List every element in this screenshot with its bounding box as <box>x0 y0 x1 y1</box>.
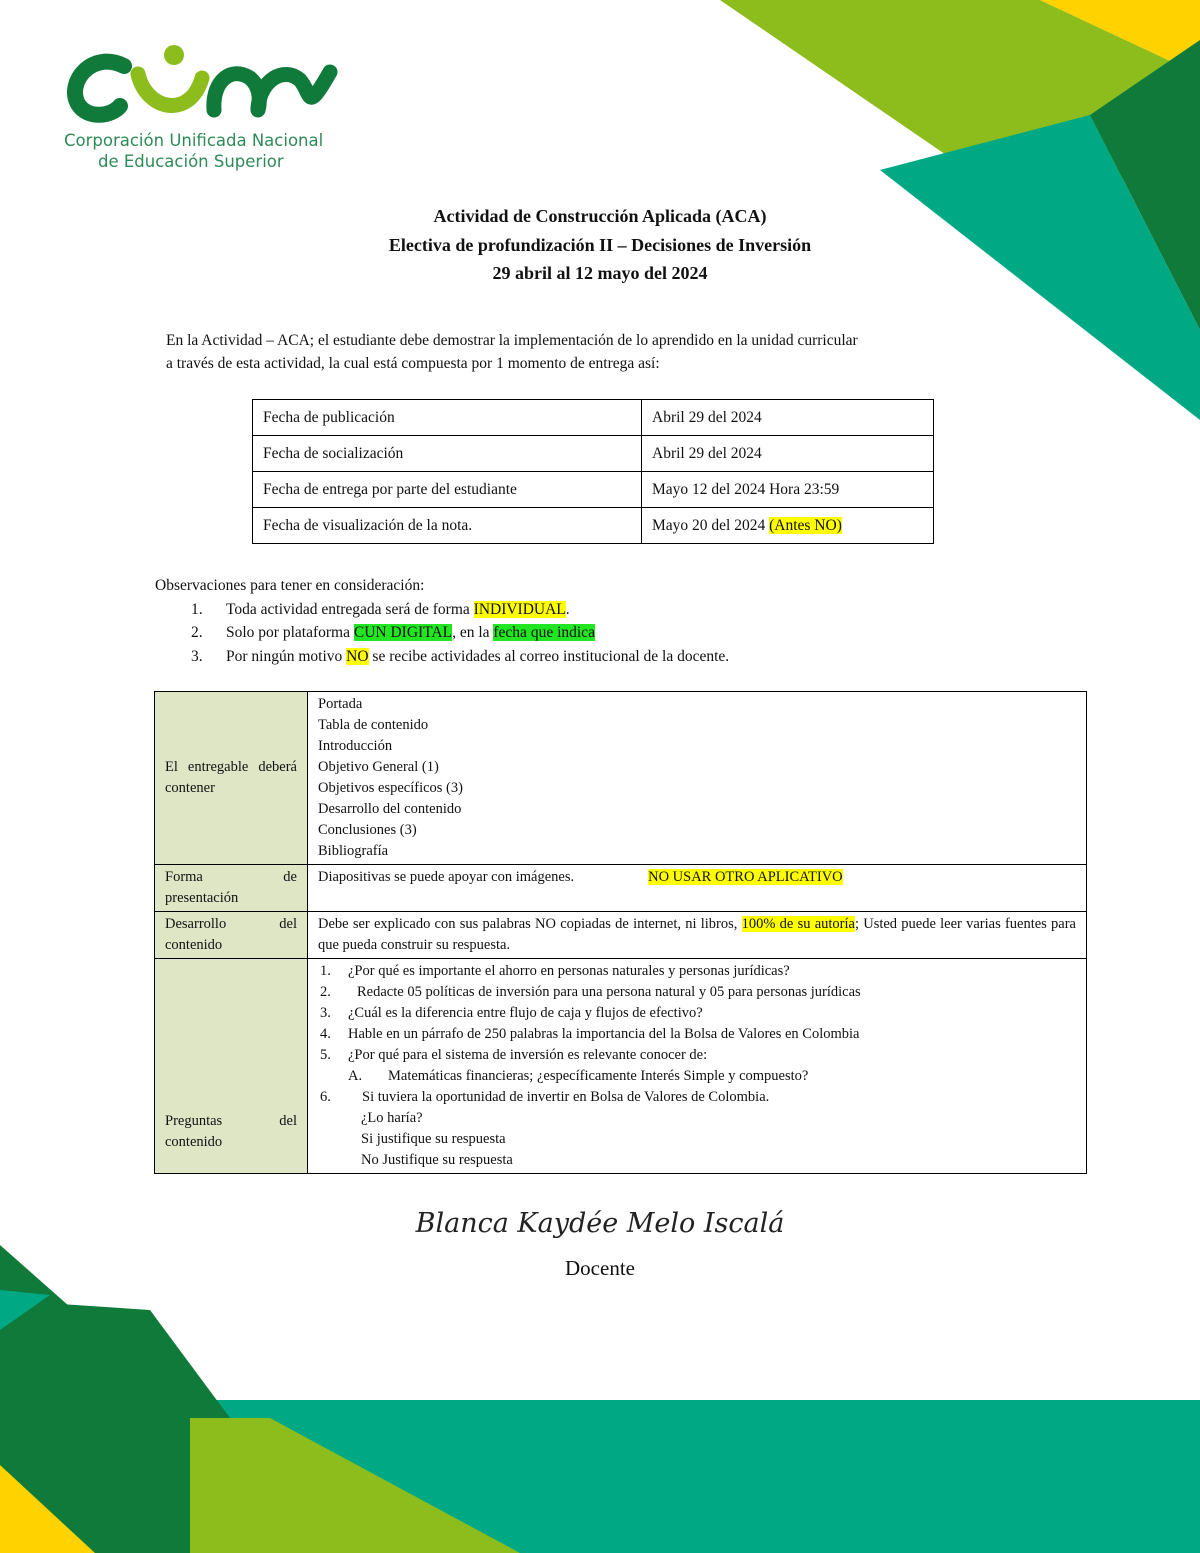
requirements-table <box>154 691 1087 1174</box>
row-label <box>155 912 308 959</box>
question-number: A. <box>348 1068 363 1084</box>
presentation-format <box>308 865 1087 912</box>
list-item: Introducción <box>318 738 393 754</box>
activity-dates: 29 abril al 12 mayo del 2024 <box>492 263 708 283</box>
date-label: Fecha de socialización <box>253 436 642 472</box>
observations <box>155 574 729 668</box>
obs-text: , en la <box>452 624 494 641</box>
page-subtitle: Electiva de profundización II – Decisiones de Inversión <box>388 234 812 255</box>
question-text: Si tuviera la oportunidad de invertir en Bolsa de Valores de Colombia. <box>362 1089 770 1105</box>
question-text: ¿Cuál es la diferencia entre flujo de caja y flujos de efectivo? <box>348 1005 703 1021</box>
intro-paragraph <box>166 329 1046 375</box>
list-item <box>155 598 729 622</box>
table-row <box>155 692 1087 865</box>
question-number: 4. <box>320 1026 331 1042</box>
row-label-text: Preguntas del contenido <box>165 1113 297 1150</box>
date-value <box>642 472 934 508</box>
signature-role: Docente <box>565 1256 635 1280</box>
date-value-text: Abril 29 del 2024 <box>652 408 762 426</box>
list-item <box>318 961 1076 982</box>
question-number: 1. <box>320 963 331 979</box>
date-note-highlight: (Antes NO) <box>769 516 842 534</box>
row-label <box>155 692 308 865</box>
intro-line2: a través de esta actividad, la cual está compuesta por 1 momento de entrega así: <box>166 355 660 372</box>
date-value-text: Mayo 20 del 2024 <box>652 516 770 534</box>
list-item <box>318 1087 1076 1108</box>
list-item: Desarrollo del contenido <box>318 801 462 817</box>
highlight-cun-digital: CUN DIGITAL <box>353 624 453 641</box>
row-label <box>155 865 308 912</box>
row-label-text: El entregable deberá contener <box>165 759 297 796</box>
highlight-individual: INDIVIDUAL <box>473 600 566 618</box>
page-title: Actividad de Construcción Aplicada (ACA) <box>433 206 767 226</box>
obs-text: Toda actividad entregada será de forma <box>226 600 474 618</box>
question-number: 5. <box>320 1047 331 1063</box>
date-value-text: Mayo 12 del 2024 Hora 23:59 <box>652 480 840 498</box>
date-label: Fecha de entrega por parte del estudiante <box>253 472 642 508</box>
content-questions <box>308 959 1087 1174</box>
question-number: 3. <box>320 1005 331 1021</box>
highlight-fecha: fecha que indica <box>493 624 595 641</box>
list-item <box>318 1024 1076 1045</box>
question-number: 6. <box>320 1089 331 1105</box>
list-item: Objetivo General (1) <box>318 759 439 775</box>
question-text: Hable en un párrafo de 250 palabras la importancia del la Bolsa de Valores en Colombia <box>348 1026 860 1042</box>
question-text: ¿Por qué para el sistema de inversión es relevante conocer de: <box>348 1047 708 1063</box>
table-row <box>155 959 1087 1174</box>
highlight-autoria: 100% de su autoría <box>741 916 855 932</box>
list-item: Tabla de contenido <box>318 717 429 733</box>
development-text: Debe ser explicado con sus palabras NO copiadas de internet, ni libros, <box>318 916 742 932</box>
dates-table <box>252 399 934 544</box>
content-development <box>308 912 1087 959</box>
logo-org-line1: Corporación Unificada Nacional <box>64 131 324 150</box>
development-text: ; Usted puede leer varias fuentes para que pueda construir su respuesta. <box>318 916 1076 953</box>
list-item: No Justifique su respuesta <box>361 1152 513 1168</box>
question-text: Matemáticas financieras; ¿específicamente Interés Simple y compuesto? <box>388 1068 809 1084</box>
list-item <box>318 1066 1076 1087</box>
intro-line1: En la Actividad – ACA; el estudiante debe demostrar la implementación de lo aprendido en la unidad curricular <box>166 332 858 349</box>
questions-list <box>318 961 1076 1171</box>
table-row <box>253 508 934 544</box>
table-row <box>253 472 934 508</box>
highlight-no-otro-aplicativo: NO USAR OTRO APLICATIVO <box>648 869 843 885</box>
date-value <box>642 400 934 436</box>
signature-name: Blanca Kaydée Melo Iscalá <box>415 1208 785 1239</box>
list-number: 3. <box>191 647 203 665</box>
list-item: Conclusiones (3) <box>318 822 417 838</box>
question-number: 2. <box>320 984 331 1000</box>
observations-heading: Observaciones para tener en consideración: <box>155 577 425 594</box>
list-item <box>318 982 1076 1003</box>
table-row <box>253 400 934 436</box>
question-text: Redacte 05 políticas de inversión para una persona natural y 05 para personas jurídicas <box>357 984 861 1000</box>
list-item: Bibliografía <box>318 843 389 859</box>
date-label: Fecha de visualización de la nota. <box>253 508 642 544</box>
list-item: Si justifique su respuesta <box>361 1131 506 1147</box>
observations-list <box>155 598 729 669</box>
document-heading <box>0 202 1200 288</box>
list-item <box>318 1003 1076 1024</box>
row-label <box>155 959 308 1174</box>
list-number: 2. <box>191 624 203 641</box>
table-row <box>155 912 1087 959</box>
date-value <box>642 508 934 544</box>
table-row <box>155 865 1087 912</box>
obs-text: . <box>565 600 570 618</box>
list-item: ¿Lo haría? <box>361 1110 423 1126</box>
list-item <box>155 621 729 645</box>
deliverable-contents <box>308 692 1087 865</box>
date-value-text: Abril 29 del 2024 <box>652 444 762 462</box>
highlight-no: NO <box>346 647 369 665</box>
date-label: Fecha de publicación <box>253 400 642 436</box>
list-item: Objetivos específicos (3) <box>318 780 463 796</box>
row-label-text: Desarrollo del contenido <box>165 916 297 953</box>
logo-org-line2: de Educación Superior <box>98 152 284 171</box>
list-item: Portada <box>318 696 363 712</box>
question-text: ¿Por qué es importante el ahorro en personas naturales y personas jurídicas? <box>348 963 790 979</box>
obs-text: se recibe actividades al correo institucional de la docente. <box>368 647 730 665</box>
obs-text: Solo por plataforma <box>226 624 354 641</box>
list-item <box>318 1045 1076 1066</box>
list-number: 1. <box>191 600 203 618</box>
obs-text: Por ningún motivo <box>226 647 347 665</box>
date-value <box>642 436 934 472</box>
table-row <box>253 436 934 472</box>
presentation-text: Diapositivas se puede apoyar con imágenes. <box>318 869 575 885</box>
logo-org-name <box>64 130 323 172</box>
row-label-text: Forma de presentación <box>165 869 297 906</box>
list-item <box>155 645 729 669</box>
